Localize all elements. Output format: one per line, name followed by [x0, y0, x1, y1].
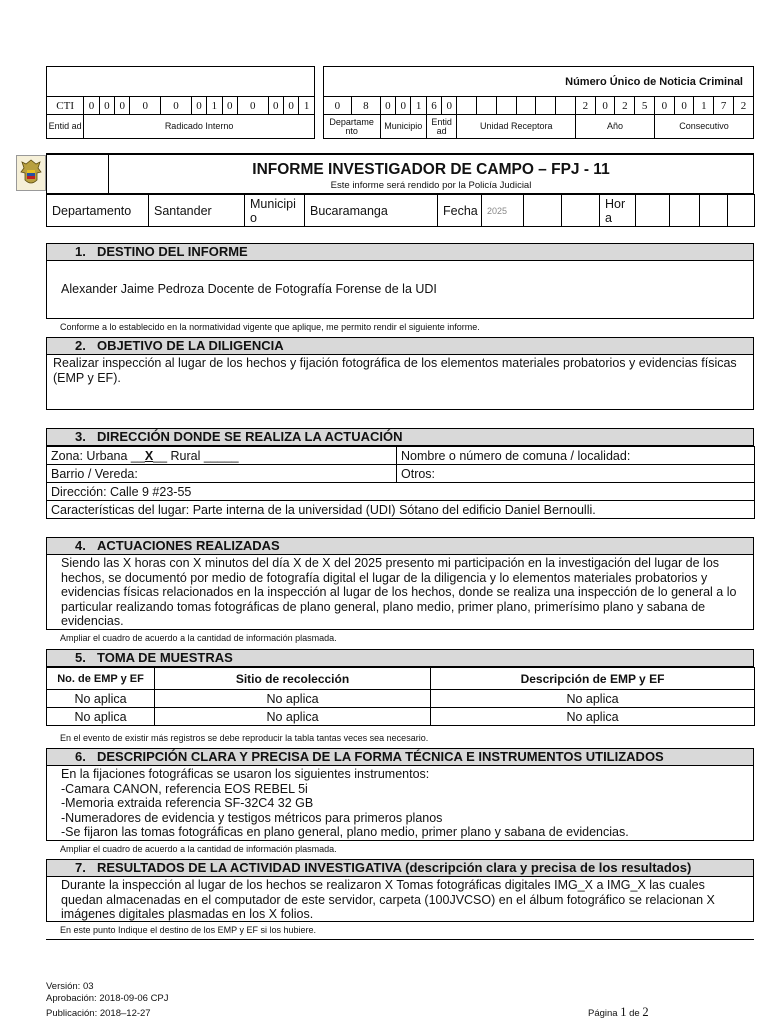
- bottom-rule: [46, 939, 754, 940]
- entidad-digit: 0: [115, 97, 130, 115]
- section-7-body: [46, 877, 754, 922]
- consecutivo-label: Consecutivo: [654, 115, 753, 139]
- section-4-header: [46, 537, 754, 555]
- objetivo-text: Realizar inspección al lugar de los hechos y fijación fotográfica de los elementos materiales probatorios y evidencias físicas (EMP y EF).: [53, 356, 737, 385]
- consec-digit: 7: [714, 97, 734, 115]
- consec-digit: 2: [733, 97, 753, 115]
- instrument-line: -Se fijaron las tomas fotográficas en plano general, plano medio, primer plano y sabana de evidencias.: [61, 825, 629, 839]
- muni-label: Municipi o: [245, 195, 305, 227]
- consec-digit: 1: [694, 97, 714, 115]
- zona-mark: X: [144, 448, 154, 463]
- section-title: RESULTADOS DE LA ACTIVIDAD INVESTIGATIVA (descripción clara y precisa de los resultados): [97, 860, 692, 875]
- table-cell: No aplica: [155, 708, 431, 726]
- entidad-digit: 1: [207, 97, 222, 115]
- section-4-body: [46, 555, 754, 630]
- anio-digit: 2: [575, 97, 595, 115]
- muni-digit: 0: [396, 97, 411, 115]
- section-6-body: [46, 766, 754, 841]
- anio-digit: 0: [595, 97, 615, 115]
- section-1-body: [46, 261, 754, 319]
- table-cell: No aplica: [47, 690, 155, 708]
- caracteristicas-field: Características del lugar: Parte interna de la universidad (UDI) Sótano del edificio Daniel Bernoulli.: [47, 501, 755, 519]
- entidad-digit: 0: [283, 97, 298, 115]
- entidad-label: Entid ad: [47, 115, 84, 139]
- zona-field: [47, 447, 397, 465]
- section-6-header: [46, 748, 754, 766]
- unidad-digit: [556, 97, 576, 115]
- section-6-note: Ampliar el cuadro de acuerdo a la cantidad de información plasmada.: [60, 844, 337, 854]
- dept-value: Santander: [149, 195, 245, 227]
- entidad2-label: Entid ad: [426, 115, 457, 139]
- actuaciones-text: Siendo las X horas con X minutos del día X de X del 2025 presento mi participación en la investigación del lugar de los hechos, se documentó por medio de fotografía digital el lugar de la diligencia y lo elementos materiales probatorios y evidencias físicas relacionados en la inspección al lugar de los hechos, donde se realiza una inspección de lo general a lo particular realizando tomas fotográficas de plano general, plano medio, primer plano, primerísimo plano y sabana de evidencias.: [61, 556, 737, 628]
- table-cell: No aplica: [47, 708, 155, 726]
- resultados-text: Durante la inspección al lugar de los hechos se realizaron X Tomas fotográficas digitales IMG_X a IMG_X las cuales quedan almacenadas en el computador de este servidor, carpeta (100JVCSO) en el álbum fotográfico se relacionan X imágenes digitales plasmadas en los X folios.: [61, 878, 715, 921]
- code-gap: [314, 67, 323, 139]
- aprobacion-text: Aprobación: 2018-09-06 CPJ: [46, 993, 169, 1004]
- section-2-header: [46, 337, 754, 355]
- section-title: TOMA DE MUESTRAS: [97, 650, 233, 665]
- unidad-label: Unidad Receptora: [457, 115, 576, 139]
- dept-label: Departamento: [47, 195, 149, 227]
- section-number: 4.: [75, 538, 86, 553]
- entidad-digit: 0: [84, 97, 99, 115]
- page-of: de: [629, 1008, 640, 1019]
- consec-digit: 0: [654, 97, 674, 115]
- table-cell: No aplica: [155, 690, 431, 708]
- anio-digit: 2: [615, 97, 635, 115]
- entidad-digit: 0: [222, 97, 237, 115]
- entidad-digit: 0: [191, 97, 206, 115]
- section-1-note: Conforme a lo establecido en la normatividad vigente que aplique, me permito rendir el siguiente informe.: [60, 322, 480, 332]
- muestras-table: [46, 667, 755, 726]
- instrument-line: -Memoria extraida referencia SF-32C4 32 GB: [61, 796, 314, 810]
- destino-text: Alexander Jaime Pedroza Docente de Fotografía Forense de la UDI: [61, 282, 437, 296]
- hora-cell: [670, 195, 700, 227]
- fecha-year: 2025: [482, 195, 524, 227]
- section-title: DESTINO DEL INFORME: [97, 244, 248, 259]
- dept-digit: 8: [352, 97, 381, 115]
- hora-cell: [728, 195, 755, 227]
- dept-digit: 0: [323, 97, 352, 115]
- page-number: [588, 1005, 649, 1020]
- anio-digit: 5: [635, 97, 655, 115]
- otros-field: Otros:: [397, 465, 755, 483]
- code-top-left: [47, 67, 315, 97]
- hora-cell: [700, 195, 728, 227]
- section-3-header: [46, 428, 754, 446]
- entidad-digit: 1: [299, 97, 315, 115]
- form-title-block: [46, 153, 754, 194]
- address-table: [46, 446, 755, 519]
- column-header: No. de EMP y EF: [47, 668, 155, 690]
- section-7-header: [46, 859, 754, 877]
- section-1-header: [46, 243, 754, 261]
- section-number: 3.: [75, 429, 86, 444]
- instrument-line: -Camara CANON, referencia EOS REBEL 5i: [61, 781, 308, 796]
- section-2-body: [46, 355, 754, 410]
- unidad-digit: [496, 97, 516, 115]
- table-cell: No aplica: [431, 708, 755, 726]
- noticia-criminal-table: [46, 66, 754, 139]
- section-title: OBJETIVO DE LA DILIGENCIA: [97, 338, 284, 353]
- coat-of-arms-logo: [16, 155, 46, 191]
- unidad-digit: [457, 97, 477, 115]
- location-row: [46, 194, 755, 227]
- entidad-digit: 0: [237, 97, 268, 115]
- consec-digit: 0: [674, 97, 694, 115]
- section-title: DESCRIPCIÓN CLARA Y PRECISA DE LA FORMA TÉCNICA E INSTRUMENTOS UTILIZADOS: [97, 749, 664, 764]
- section-5-note: En el evento de existir más registros se debe reproducir la tabla tantas veces sea necesario.: [60, 733, 429, 743]
- table-row: [47, 690, 755, 708]
- publicacion-text: Publicación: 2018–12-27: [46, 1008, 151, 1019]
- anio-label: Año: [575, 115, 654, 139]
- direccion-field: Dirección: Calle 9 #23-55: [47, 483, 755, 501]
- muni-value: Bucaramanga: [305, 195, 438, 227]
- cti-label: CTI: [47, 97, 84, 115]
- hora-cell: [636, 195, 670, 227]
- entidad-digit: 0: [130, 97, 161, 115]
- instrument-line: -Numeradores de evidencia y testigos métricos para primeros planos: [61, 810, 443, 825]
- entidad-digit: 0: [268, 97, 283, 115]
- instrument-line: En la fijaciones fotográficas se usaron los siguientes instrumentos:: [61, 767, 430, 781]
- zona-urbana: Zona: Urbana __: [51, 448, 145, 463]
- unidad-digit: [477, 97, 497, 115]
- section-number: 5.: [75, 650, 86, 665]
- departamento-label: Departame nto: [323, 115, 380, 139]
- shield-icon: [19, 158, 43, 188]
- form-title: INFORME INVESTIGADOR DE CAMPO – FPJ - 11: [252, 161, 610, 178]
- radicado-label: Radicado Interno: [84, 115, 315, 139]
- entidad-digit: 0: [161, 97, 192, 115]
- section-title: ACTUACIONES REALIZADAS: [97, 538, 280, 553]
- entidad-digit: 0: [99, 97, 114, 115]
- section-4-note: Ampliar el cuadro de acuerdo a la cantidad de información plasmada.: [60, 633, 337, 643]
- muni-digit: 0: [380, 97, 395, 115]
- column-header: Descripción de EMP y EF: [431, 668, 755, 690]
- section-5-header: [46, 649, 754, 667]
- unidad-digit: [516, 97, 536, 115]
- fecha-day: [562, 195, 600, 227]
- zona-rural: __ Rural _____: [153, 448, 239, 463]
- hora-label: Hor a: [600, 195, 636, 227]
- section-number: 7.: [75, 860, 86, 875]
- barrio-field: Barrio / Vereda:: [47, 465, 397, 483]
- municipio-label: Municipio: [380, 115, 426, 139]
- title-left-cell: [47, 155, 109, 193]
- section-title: DIRECCIÓN DONDE SE REALIZA LA ACTUACIÓN: [97, 429, 403, 444]
- entidad2-digit: 6: [426, 97, 441, 115]
- version-text: Versión: 03: [46, 981, 94, 992]
- section-number: 2.: [75, 338, 86, 353]
- page-label: Página: [588, 1008, 618, 1019]
- entidad2-digit: 0: [442, 97, 457, 115]
- table-cell: No aplica: [431, 690, 755, 708]
- document-footer: [46, 981, 169, 1020]
- table-row: [47, 708, 755, 726]
- form-subtitle: Este informe será rendido por la Policía Judicial: [330, 180, 532, 191]
- column-header: Sitio de recolección: [155, 668, 431, 690]
- unidad-digit: [536, 97, 556, 115]
- page-current: 1: [620, 1005, 627, 1019]
- page-total: 2: [642, 1005, 649, 1019]
- noticia-label: Número Único de Noticia Criminal: [323, 67, 753, 97]
- section-7-note: En este punto Indique el destino de los EMP y EF si los hubiere.: [60, 925, 316, 935]
- fecha-month: [524, 195, 562, 227]
- muni-digit: 1: [411, 97, 426, 115]
- comuna-field: Nombre o número de comuna / localidad:: [397, 447, 755, 465]
- section-number: 1.: [75, 244, 86, 259]
- section-number: 6.: [75, 749, 86, 764]
- fecha-label: Fecha: [438, 195, 482, 227]
